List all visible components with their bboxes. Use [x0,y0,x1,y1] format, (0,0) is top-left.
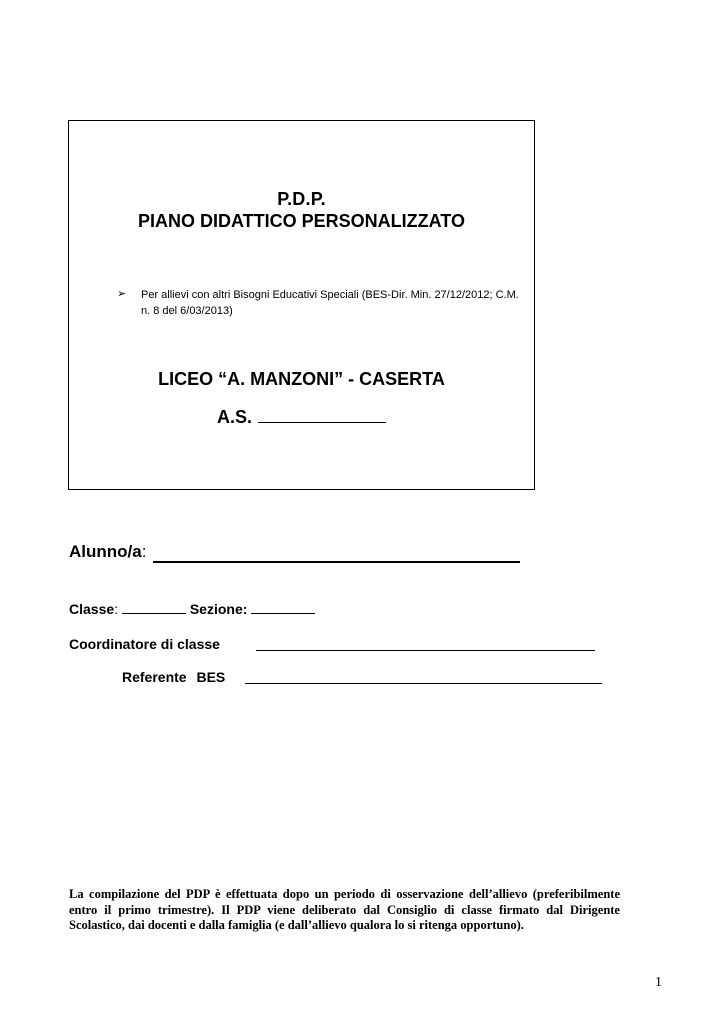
coordinator-label: Coordinatore di classe [69,636,220,652]
compilation-note: La compilazione del PDP è effettuata dopo un periodo di osservazione dell’allievo (preferibilmente entro il primo trimestre). Il PDP viene deliberato dal Consiglio di classe firmato dal Dirigente Scolastico, dai docenti e dalla famiglia (e dall’allievo qualora lo si ritenga opportuno). [69,887,620,932]
coordinator-field[interactable] [256,650,595,651]
student-label: Alunno/a [69,542,142,561]
section-field[interactable] [251,601,315,614]
bes-referent-field[interactable] [245,683,602,684]
section-label: Sezione: [189,601,248,617]
page-number: 1 [655,975,662,990]
bes-description: Per allievi con altri Bisogni Educativi Speciali (BES-Dir. Min. 27/12/2012; C.M. n. 8 del 6/03/2013) [141,289,519,317]
school-name: LICEO “A. MANZONI” - CASERTA [158,369,445,389]
school-year-field[interactable] [258,408,386,423]
class-colon: : [114,601,119,617]
document-subtitle: PIANO DIDATTICO PERSONALIZZATO [138,211,465,231]
class-row [69,601,315,617]
student-colon: : [141,542,147,561]
arrow-bullet-icon: ➢ [117,288,127,300]
class-field[interactable] [122,601,186,614]
school-year-line [68,407,535,428]
school-year-label: A.S. [216,407,252,427]
document-title: P.D.P. [277,189,326,209]
bes-referent-label: Referente BES [122,669,226,685]
class-label: Classe [69,601,115,617]
student-row [69,542,146,562]
student-field[interactable] [153,561,520,563]
